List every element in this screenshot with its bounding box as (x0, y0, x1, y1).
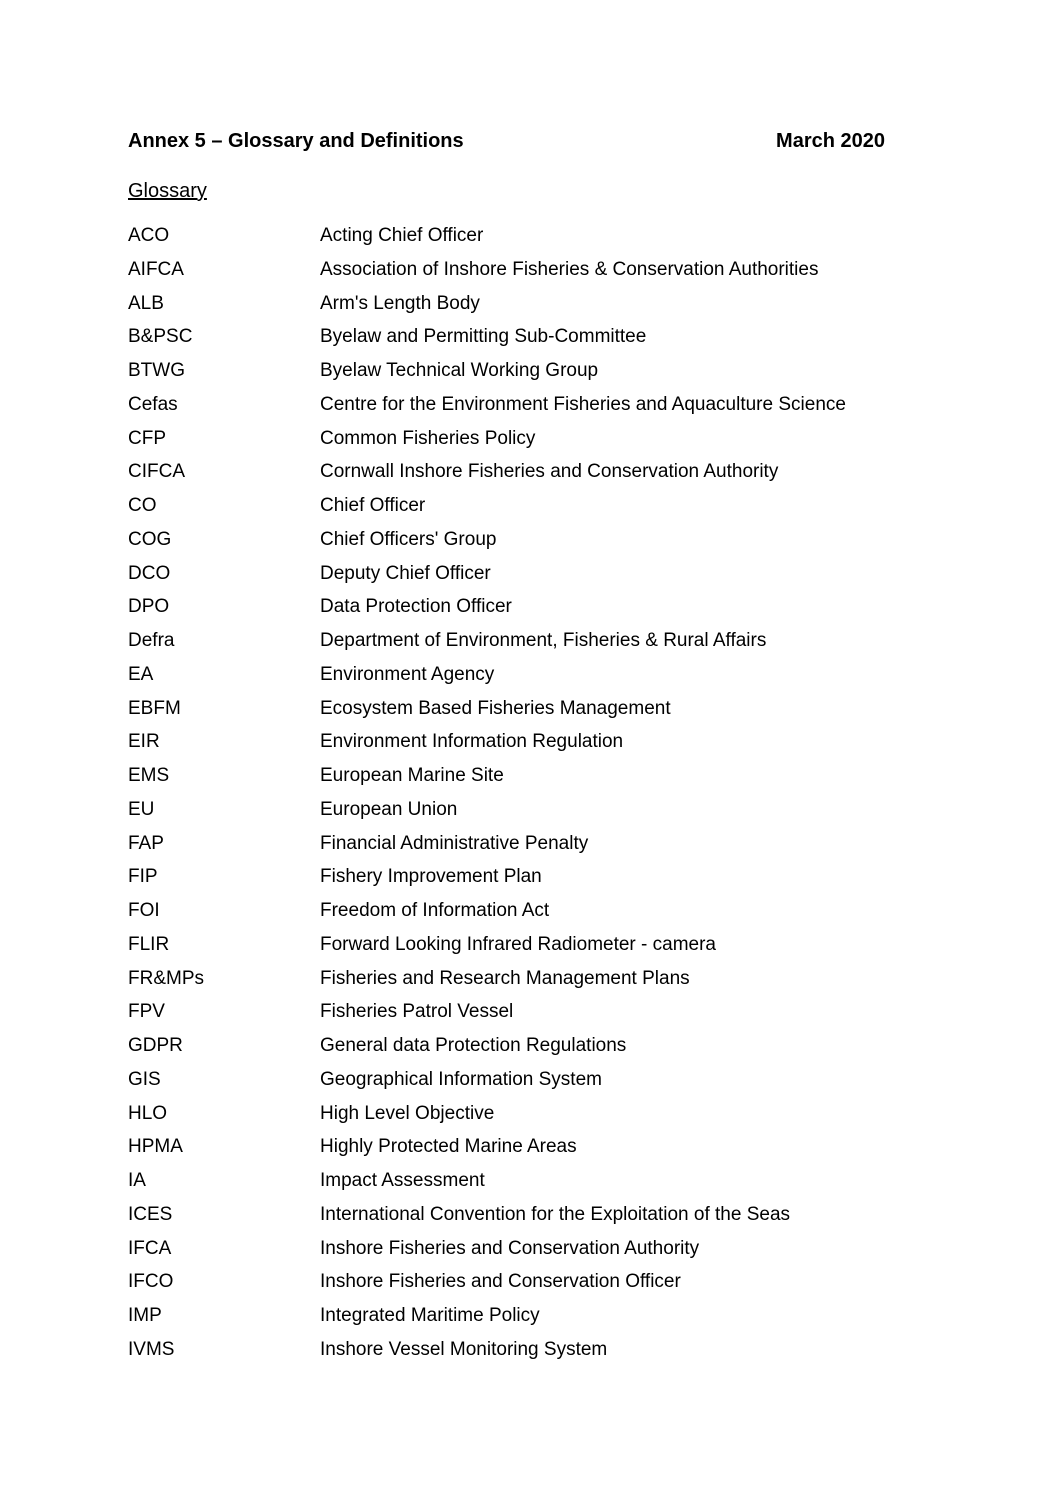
glossary-definition: Fisheries Patrol Vessel (320, 1001, 514, 1023)
glossary-abbreviation: Cefas (128, 393, 178, 415)
glossary-abbreviation: DPO (128, 596, 170, 618)
glossary-abbreviation: DCO (128, 562, 171, 584)
glossary-definition: Common Fisheries Policy (320, 427, 536, 449)
glossary-row (128, 1267, 928, 1301)
glossary-row (128, 1065, 928, 1099)
glossary-definition: Byelaw Technical Working Group (320, 360, 599, 381)
glossary-abbreviation: CO (128, 495, 157, 516)
glossary-row (128, 1132, 928, 1166)
glossary-row (128, 626, 928, 660)
glossary-row (128, 1031, 928, 1065)
glossary-abbreviation: EBFM (128, 697, 181, 719)
glossary-abbreviation: GDPR (128, 1035, 183, 1056)
glossary-row (128, 660, 928, 694)
glossary-definition: Forward Looking Infrared Radiometer - camera (320, 933, 717, 955)
glossary-abbreviation: GIS (128, 1068, 161, 1090)
glossary-definition: Environment Agency (320, 663, 495, 685)
glossary-row (128, 322, 928, 356)
glossary-definition: Cornwall Inshore Fisheries and Conservation Authority (320, 461, 779, 483)
glossary-definition: Environment Information Regulation (320, 731, 624, 753)
glossary-definition: Inshore Fisheries and Conservation Authority (320, 1237, 700, 1259)
glossary-abbreviation: IA (128, 1170, 146, 1191)
glossary-abbreviation: FLIR (128, 933, 170, 955)
glossary-definition: High Level Objective (320, 1102, 495, 1124)
glossary-definition: Financial Administrative Penalty (320, 832, 589, 854)
glossary-definition: Chief Officer (320, 495, 426, 516)
document-title: Annex 5 – Glossary and Definitions (128, 130, 464, 152)
glossary-row (128, 964, 928, 998)
glossary-definition: International Convention for the Exploitation of the Seas (320, 1203, 791, 1225)
glossary-definition: Geographical Information System (320, 1068, 602, 1090)
glossary-definition: European Marine Site (320, 765, 504, 786)
glossary-row (128, 761, 928, 795)
glossary-row (128, 930, 928, 964)
glossary-definition: Ecosystem Based Fisheries Management (320, 697, 671, 719)
glossary-row (128, 997, 928, 1031)
glossary-definition: Data Protection Officer (320, 596, 512, 618)
glossary-row (128, 491, 928, 525)
glossary-row (128, 559, 928, 593)
glossary-abbreviation: HLO (128, 1102, 168, 1124)
glossary-row (128, 255, 928, 289)
glossary-definition: Inshore Fisheries and Conservation Officer (320, 1271, 681, 1293)
glossary-abbreviation: ICES (128, 1203, 173, 1225)
glossary-abbreviation: COG (128, 528, 172, 550)
glossary-abbreviation: IMP (128, 1305, 162, 1326)
glossary-abbreviation: BTWG (128, 360, 185, 381)
glossary-row (128, 424, 928, 458)
section-heading-glossary: Glossary (128, 180, 207, 202)
glossary-abbreviation: FPV (128, 1001, 165, 1023)
glossary-definition: Centre for the Environment Fisheries and Aquaculture Science (320, 393, 846, 415)
glossary-definition: Inshore Vessel Monitoring System (320, 1338, 608, 1360)
glossary-abbreviation: EMS (128, 765, 170, 786)
glossary-row (128, 896, 928, 930)
glossary-row (128, 356, 928, 390)
glossary-row (128, 727, 928, 761)
document-date: March 2020 (776, 130, 885, 152)
glossary-abbreviation: IFCO (128, 1271, 174, 1293)
glossary-row (128, 1166, 928, 1200)
glossary-row (128, 1301, 928, 1335)
glossary-row (128, 1099, 928, 1133)
glossary-abbreviation: EA (128, 663, 154, 685)
glossary-definition: Fishery Improvement Plan (320, 866, 542, 888)
glossary-row (128, 457, 928, 491)
glossary-abbreviation: IVMS (128, 1338, 175, 1360)
glossary-row (128, 1200, 928, 1234)
glossary-row (128, 795, 928, 829)
glossary-row (128, 862, 928, 896)
glossary-row (128, 592, 928, 626)
glossary-definition: Fisheries and Research Management Plans (320, 967, 690, 989)
glossary-row (128, 694, 928, 728)
glossary-definition: Deputy Chief Officer (320, 562, 491, 584)
glossary-abbreviation: EU (128, 798, 155, 820)
glossary-abbreviation: ACO (128, 225, 170, 246)
glossary-abbreviation: IFCA (128, 1237, 172, 1259)
glossary-list (128, 221, 928, 1369)
glossary-definition: European Union (320, 798, 458, 820)
glossary-definition: Association of Inshore Fisheries & Conservation Authorities (320, 258, 819, 280)
glossary-abbreviation: EIR (128, 731, 160, 753)
glossary-row (128, 390, 928, 424)
glossary-definition: Arm's Length Body (320, 292, 480, 314)
glossary-definition: Highly Protected Marine Areas (320, 1136, 577, 1158)
glossary-abbreviation: FR&MPs (128, 967, 204, 989)
glossary-row (128, 289, 928, 323)
glossary-definition: General data Protection Regulations (320, 1035, 627, 1056)
glossary-abbreviation: AIFCA (128, 258, 184, 280)
glossary-abbreviation: CFP (128, 427, 166, 449)
glossary-abbreviation: CIFCA (128, 461, 185, 483)
glossary-definition: Department of Environment, Fisheries & Rural Affairs (320, 630, 767, 651)
glossary-abbreviation: FOI (128, 900, 160, 921)
glossary-row (128, 1335, 928, 1369)
glossary-definition: Acting Chief Officer (320, 225, 484, 246)
glossary-abbreviation: B&PSC (128, 326, 193, 348)
glossary-definition: Freedom of Information Act (320, 900, 550, 921)
glossary-abbreviation: Defra (128, 630, 175, 651)
glossary-row (128, 1234, 928, 1268)
glossary-abbreviation: HPMA (128, 1136, 183, 1158)
glossary-definition: Impact Assessment (320, 1170, 485, 1191)
glossary-abbreviation: ALB (128, 292, 164, 314)
glossary-abbreviation: FIP (128, 866, 158, 888)
glossary-abbreviation: FAP (128, 832, 164, 854)
glossary-definition: Byelaw and Permitting Sub-Committee (320, 326, 647, 348)
glossary-row (128, 829, 928, 863)
glossary-definition: Chief Officers' Group (320, 528, 497, 550)
glossary-definition: Integrated Maritime Policy (320, 1305, 540, 1326)
glossary-row (128, 221, 928, 255)
glossary-row (128, 525, 928, 559)
